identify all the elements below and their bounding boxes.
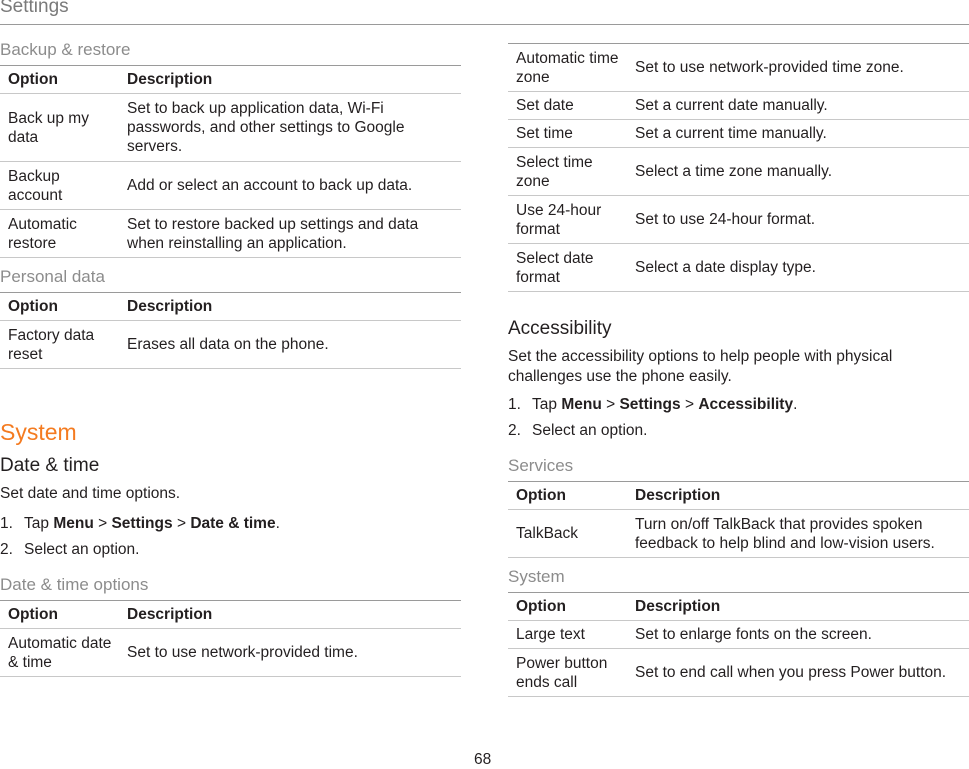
description-cell: Set a current time manually. bbox=[627, 120, 969, 148]
option-cell: Set time bbox=[508, 120, 627, 148]
col-option-header: Option bbox=[0, 601, 119, 629]
col-description-header: Description bbox=[627, 482, 969, 510]
description-cell: Select a time zone manually. bbox=[627, 148, 969, 196]
description-cell: Set to use network-provided time zone. bbox=[627, 44, 969, 92]
page-number: 68 bbox=[474, 751, 492, 768]
accessibility-intro: Set the accessibility options to help people with physical challenges use the phone easily. bbox=[508, 348, 893, 385]
col-option-header: Option bbox=[0, 293, 119, 321]
option-cell: TalkBack bbox=[508, 510, 627, 558]
col-option-header: Option bbox=[508, 482, 627, 510]
services-heading: Services bbox=[508, 456, 574, 475]
personal-data-table bbox=[0, 292, 461, 369]
option-cell: Automatic restore bbox=[0, 210, 119, 258]
option-cell: Power button ends call bbox=[508, 649, 627, 697]
system-heading: System bbox=[508, 567, 565, 586]
table-row bbox=[508, 148, 969, 196]
table-row bbox=[508, 649, 969, 697]
table-header-row bbox=[508, 593, 969, 621]
col-option-header: Option bbox=[508, 593, 627, 621]
description-cell: Add or select an account to back up data. bbox=[119, 162, 461, 210]
option-cell: Set date bbox=[508, 92, 627, 120]
table-row bbox=[0, 321, 461, 369]
table-row bbox=[0, 210, 461, 258]
table-header-row bbox=[0, 293, 461, 321]
date-time-step-1: 1. Tap Menu > Settings > Date & time. bbox=[0, 515, 280, 532]
description-cell: Set to end call when you press Power button. bbox=[627, 649, 969, 697]
personal-data-heading: Personal data bbox=[0, 267, 105, 286]
system-table bbox=[508, 592, 969, 697]
col-description-header: Description bbox=[119, 293, 461, 321]
col-description-header: Description bbox=[627, 593, 969, 621]
accessibility-step-2: 2. Select an option. bbox=[508, 422, 648, 439]
date-time-step-2: 2. Select an option. bbox=[0, 541, 140, 558]
date-time-options-table-continued bbox=[508, 43, 969, 292]
table-row bbox=[508, 621, 969, 649]
header-rule bbox=[0, 24, 969, 25]
option-cell: Back up my data bbox=[0, 94, 119, 162]
option-cell: Factory data reset bbox=[0, 321, 119, 369]
table-row bbox=[0, 94, 461, 162]
table-row bbox=[508, 244, 969, 292]
table-row bbox=[508, 196, 969, 244]
col-option-header: Option bbox=[0, 66, 119, 94]
table-row bbox=[508, 44, 969, 92]
date-time-options-heading: Date & time options bbox=[0, 575, 149, 594]
date-time-heading: Date & time bbox=[0, 455, 100, 476]
table-row bbox=[0, 162, 461, 210]
option-cell: Automatic date & time bbox=[0, 629, 119, 677]
date-time-intro: Set date and time options. bbox=[0, 485, 181, 502]
option-cell: Select date format bbox=[508, 244, 627, 292]
accessibility-step-1: 1. Tap Menu > Settings > Accessibility. bbox=[508, 396, 798, 413]
option-cell: Select time zone bbox=[508, 148, 627, 196]
backup-restore-heading: Backup & restore bbox=[0, 40, 131, 59]
table-row bbox=[0, 629, 461, 677]
description-cell: Set to enlarge fonts on the screen. bbox=[627, 621, 969, 649]
option-cell: Large text bbox=[508, 621, 627, 649]
description-cell: Set to use network-provided time. bbox=[119, 629, 461, 677]
table-row bbox=[508, 510, 969, 558]
right-column bbox=[508, 43, 969, 697]
description-cell: Set to restore backed up settings and data when reinstalling an application. bbox=[119, 210, 461, 258]
option-cell: Use 24-hour format bbox=[508, 196, 627, 244]
table-row bbox=[508, 92, 969, 120]
page-header-title: Settings bbox=[0, 0, 69, 17]
date-time-options-table bbox=[0, 600, 461, 677]
col-description-header: Description bbox=[119, 66, 461, 94]
description-cell: Set to back up application data, Wi-Fi passwords, and other settings to Google servers. bbox=[119, 94, 461, 162]
table-header-row bbox=[0, 601, 461, 629]
description-cell: Set to use 24-hour format. bbox=[627, 196, 969, 244]
description-cell: Set a current date manually. bbox=[627, 92, 969, 120]
description-cell: Select a date display type. bbox=[627, 244, 969, 292]
col-description-header: Description bbox=[119, 601, 461, 629]
option-cell: Backup account bbox=[0, 162, 119, 210]
accessibility-heading: Accessibility bbox=[508, 318, 612, 339]
table-header-row bbox=[508, 482, 969, 510]
backup-restore-table bbox=[0, 65, 461, 258]
services-table bbox=[508, 481, 969, 558]
option-cell: Automatic time zone bbox=[508, 44, 627, 92]
left-column bbox=[0, 39, 461, 677]
system-section-title: System bbox=[0, 419, 77, 445]
description-cell: Turn on/off TalkBack that provides spoken feedback to help blind and low-vision users. bbox=[627, 510, 969, 558]
description-cell: Erases all data on the phone. bbox=[119, 321, 461, 369]
table-row bbox=[508, 120, 969, 148]
section-gap bbox=[0, 369, 461, 417]
table-header-row bbox=[0, 66, 461, 94]
